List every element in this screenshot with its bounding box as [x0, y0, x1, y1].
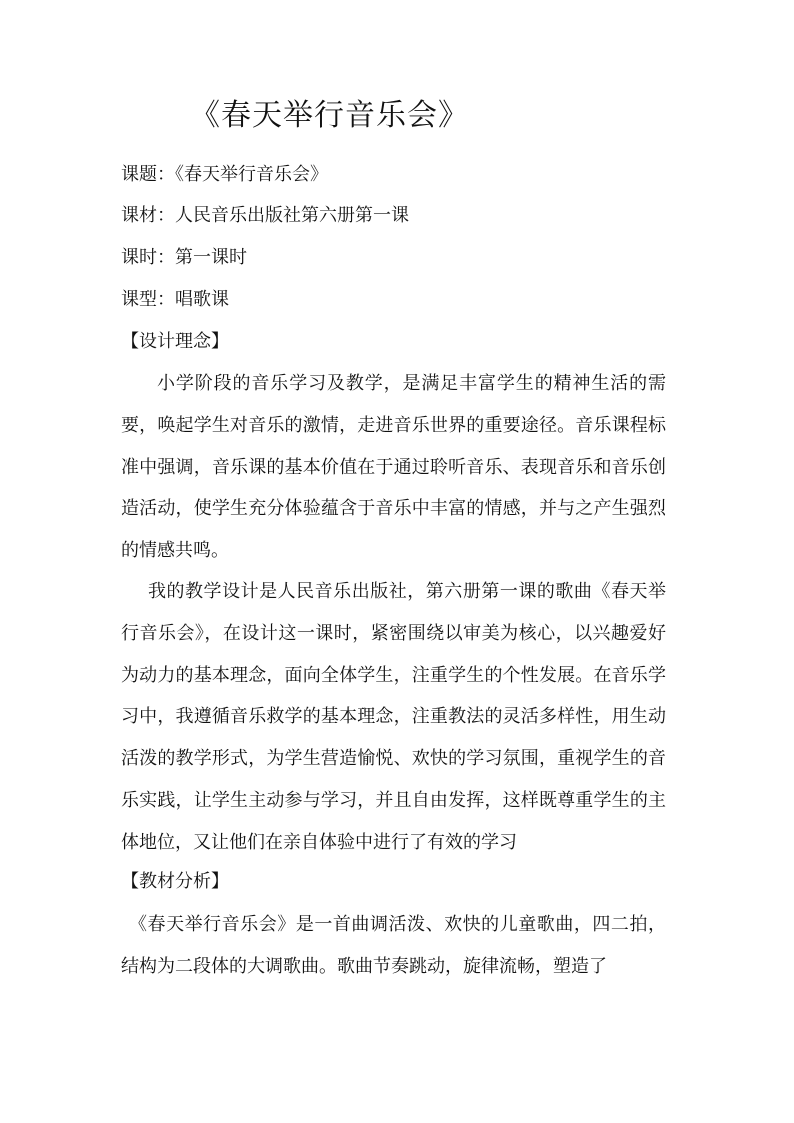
paragraph-design-concept-2: 我的教学设计是人民音乐出版社，第六册第一课的歌曲《春天举行音乐会》，在设计这一课时，紧密围绕以审美为核心，以兴趣爱好为动力的基本理念，面向全体学生，注重学生的个性发展。在音乐学习中，我遵循音乐救学的基本理念，注重教法的灵活多样性，用生动活泼的教学形式，为学生营造愉悦、欢快的学习氛围，重视学生的音乐实践，让学生主动参与学习，并且自由发挥，这样既尊重学生的主体地位，又让他们在亲自体验中进行了有效的学习: [121, 581, 666, 853]
section-heading-design-concept: 【设计理念】: [121, 331, 229, 352]
section-heading-material-analysis: 【教材分析】: [121, 871, 229, 892]
meta-textbook: 课材：人民音乐出版社第六册第一课: [121, 205, 409, 226]
meta-period: 课时：第一课时: [121, 247, 247, 268]
paragraph-material-analysis-1: 《春天举行音乐会》是一首曲调活泼、欢快的儿童歌曲，四二拍，结构为二段体的大调歌曲。歌曲节奏跳动，旋律流畅，塑造了: [121, 914, 666, 977]
paragraph-design-concept-1: 小学阶段的音乐学习及教学，是满足丰富学生的精神生活的需要，唤起学生对音乐的激情，走进音乐世界的重要途径。音乐课程标准中强调，音乐课的基本价值在于通过聆听音乐、表现音乐和音乐创造活动，使学生充分体验蕴含于音乐中丰富的情感，并与之产生强烈的情感共鸣。: [121, 373, 666, 562]
meta-topic: 课题：《春天举行音乐会》: [121, 164, 328, 185]
document-title: 《春天举行音乐会》: [190, 98, 469, 133]
meta-lesson-type: 课型：唱歌课: [121, 289, 229, 310]
